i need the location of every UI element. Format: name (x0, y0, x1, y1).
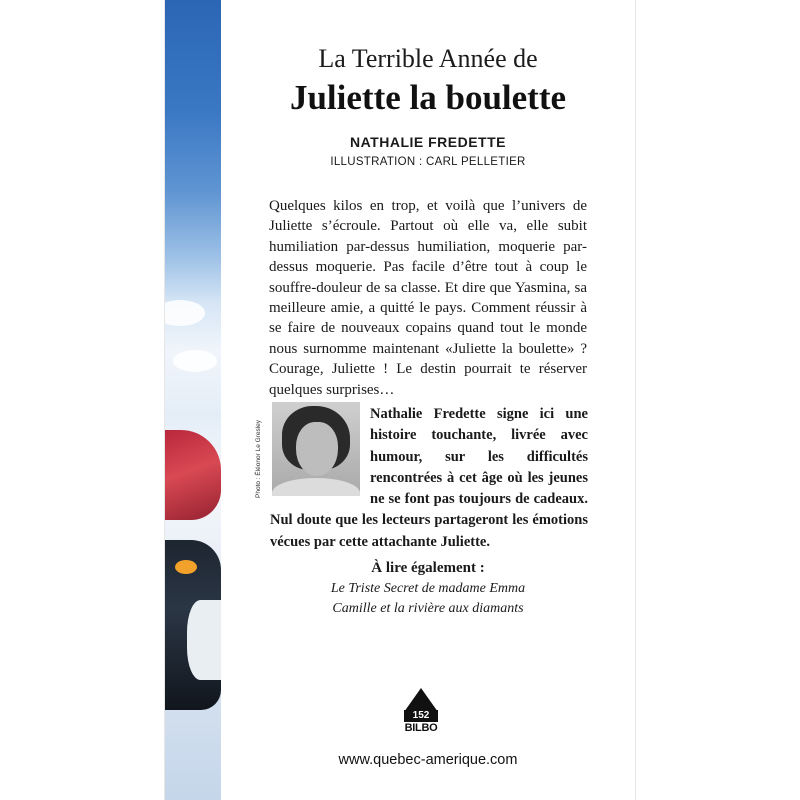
illustrator-credit: ILLUSTRATION : CARL PELLETIER (330, 156, 526, 168)
penguin-belly-shape (187, 600, 221, 680)
title-line-1: La Terrible Année de (318, 44, 538, 73)
author-name: NATHALIE FREDETTE (349, 134, 506, 150)
bilbo-logo (404, 688, 438, 736)
red-cape-shape (165, 430, 221, 520)
logo-number: 152 (404, 710, 438, 722)
cloud (165, 300, 205, 326)
photo-credit-text: Photo : Éléonor Le Gresley (255, 419, 262, 498)
cloud (173, 350, 217, 372)
author-bio (270, 404, 588, 553)
book-back-cover (165, 0, 635, 800)
author-bio-text: Nathalie Fredette signe ici une histoire touchante, livrée avec humour, sur les difficultés rencontrées à cet âge où les jeunes ne se font pas toujours de cadeaux. Nul doute que les lecteurs partageront les émotions vécues par cette attachante Juliette. (270, 406, 588, 550)
logo-triangle (404, 688, 438, 712)
also-read-title: Le Triste Secret de madame Emma (330, 581, 526, 596)
title-line-2: Juliette la boulette (289, 78, 567, 117)
publisher-url[interactable]: www.quebec-amerique.com (338, 752, 518, 768)
cover-illustration-strip (165, 0, 221, 800)
photo-credit (255, 402, 269, 498)
penguin-beak-shape (175, 560, 197, 574)
synopsis: Quelques kilos en trop, et voilà que l’univers de Juliette s’écroule. Partout où elle va, elle subit humiliation par-dessus humiliation, moquerie par-dessus moquerie. Pas facile d’être tout à coup le souffre-douleur de sa classe. Et dire que Yasmina, sa meilleure amie, a quitté le pays. Comment réussir à se faire de nouveaux copains quand tout le monde nous surnomme maintenant «Juliette la boulette» ? Courage, Juliette ! Le destin pourrait te réserver quelques surprises… (269, 198, 587, 398)
also-read-title: Camille et la rivière aux diamants (332, 601, 524, 616)
also-read-heading: À lire également : (371, 560, 485, 576)
logo-name: BILBO (404, 722, 438, 734)
